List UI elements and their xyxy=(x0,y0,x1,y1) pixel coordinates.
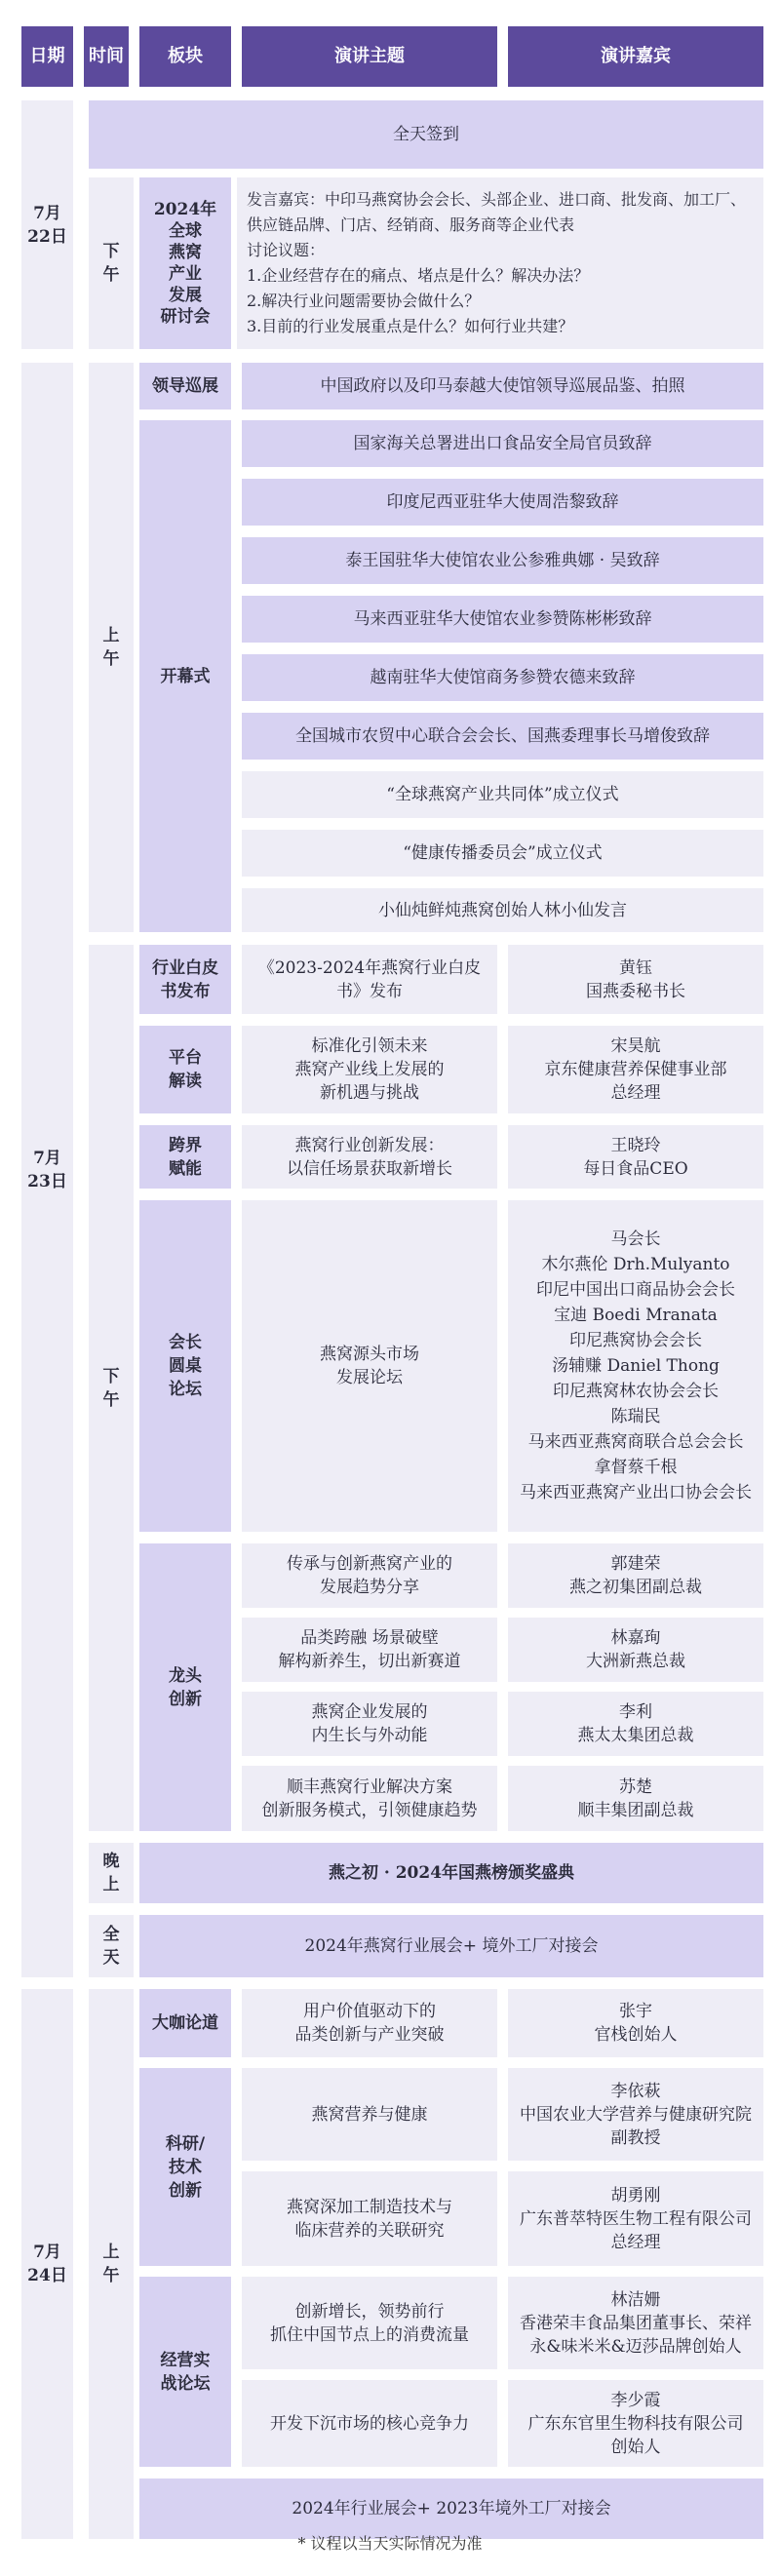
date-jul-24: 7月 24日 xyxy=(21,1989,73,2539)
opening-item: 印度尼西亚驻华大使周浩黎致辞 xyxy=(242,479,763,526)
time-22-pm: 下 午 xyxy=(89,177,134,349)
cross-label: 跨界 赋能 xyxy=(139,1125,231,1189)
leader-speaker: 林嘉珣 大洲新燕总裁 xyxy=(508,1618,763,1682)
roundtable-label: 会长 圆桌 论坛 xyxy=(139,1200,231,1532)
research-speaker: 李依萩 中国农业大学营养与健康研究院 副教授 xyxy=(508,2068,763,2161)
cross-topic: 燕窝行业创新发展： 以信任场景获取新增长 xyxy=(242,1125,497,1189)
header-time: 时间 xyxy=(84,26,129,87)
opening-item: “全球燕窝产业共同体”成立仪式 xyxy=(242,771,763,818)
tour-label: 领导巡展 xyxy=(139,363,231,410)
time-23-pm: 下 午 xyxy=(89,945,134,1831)
whitepaper-label: 行业白皮 书发布 xyxy=(139,945,231,1014)
opening-item: 泰王国驻华大使馆农业公参雅典娜 · 吴致辞 xyxy=(242,537,763,584)
time-24-am: 上 午 xyxy=(89,1989,134,2539)
forum-body: 发言嘉宾：中印马燕窝协会会长、头部企业、进口商、批发商、加工厂、供应链品牌、门店、经销商、服务商等企业代表 讨论议题： 1.企业经营存在的痛点、堵点是什么？解决办法？ 2.解决行业问题需要协会做什么？ 3.目前的行业发展重点是什么？如何行业共建？ xyxy=(237,177,763,349)
header-section: 板块 xyxy=(139,26,231,87)
date-jul-22: 7月 22日 xyxy=(21,100,73,349)
talk-speaker: 张宇 官栈创始人 xyxy=(508,1989,763,2057)
platform-label: 平台 解读 xyxy=(139,1026,231,1113)
leader-topic: 顺丰燕窝行业解决方案 创新服务模式，引领健康趋势 xyxy=(242,1766,497,1831)
talk-topic: 用户价值驱动下的 品类创新与产业突破 xyxy=(242,1989,497,2057)
leader-label: 龙头 创新 xyxy=(139,1543,231,1831)
research-topic: 燕窝营养与健康 xyxy=(242,2068,497,2161)
opening-item: 国家海关总署进出口食品安全局官员致辞 xyxy=(242,420,763,467)
leader-speaker: 郭建荣 燕之初集团副总裁 xyxy=(508,1543,763,1608)
expo-event: 2024年行业展会+ 2023年境外工厂对接会 xyxy=(139,2478,763,2539)
biz-speaker: 李少霞 广东东官里生物科技有限公司 创始人 xyxy=(508,2380,763,2467)
whitepaper-topic: 《2023-2024年燕窝行业白皮 书》发布 xyxy=(242,945,497,1014)
leader-speaker: 苏楚 顺丰集团副总裁 xyxy=(508,1766,763,1831)
opening-item: 全国城市农贸中心联合会会长、国燕委理事长马增俊致辞 xyxy=(242,713,763,760)
leader-topic: 燕窝企业发展的 内生长与外动能 xyxy=(242,1692,497,1756)
header-date: 日期 xyxy=(21,26,73,87)
leader-topic: 品类跨融 场景破壁 解构新养生，切出新赛道 xyxy=(242,1618,497,1682)
biz-label: 经营实 战论坛 xyxy=(139,2277,231,2467)
time-23-evening: 晚 上 xyxy=(89,1843,134,1903)
talk-label: 大咖论道 xyxy=(139,1989,231,2057)
leader-topic: 传承与创新燕窝产业的 发展趋势分享 xyxy=(242,1543,497,1608)
opening-item: 越南驻华大使馆商务参赞农德来致辞 xyxy=(242,654,763,701)
opening-item: 马来西亚驻华大使馆农业参赞陈彬彬致辞 xyxy=(242,596,763,643)
research-topic: 燕窝深加工制造技术与 临床营养的关联研究 xyxy=(242,2171,497,2266)
leader-speaker: 李利 燕太太集团总裁 xyxy=(508,1692,763,1756)
research-label: 科研/ 技术 创新 xyxy=(139,2068,231,2266)
opening-item: 小仙炖鲜炖燕窝创始人林小仙发言 xyxy=(242,888,763,932)
allday-event: 2024年燕窝行业展会+ 境外工厂对接会 xyxy=(139,1915,763,1977)
checkin-row: 全天签到 xyxy=(89,100,763,169)
opening-item: “健康传播委员会”成立仪式 xyxy=(242,830,763,877)
whitepaper-speaker: 黄钰 国燕委秘书长 xyxy=(508,945,763,1014)
cross-speaker: 王晓玲 每日食品CEO xyxy=(508,1125,763,1189)
footnote: * 议程以当天实际情况为准 xyxy=(297,2534,483,2553)
tour-text: 中国政府以及印马泰越大使馆领导巡展品鉴、拍照 xyxy=(242,363,763,410)
evening-event: 燕之初 · 2024年国燕榜颁奖盛典 xyxy=(139,1843,763,1903)
research-speaker: 胡勇刚 广东普萃特医生物工程有限公司 总经理 xyxy=(508,2171,763,2266)
biz-topic: 创新增长，领势前行 抓住中国节点上的消费流量 xyxy=(242,2277,497,2369)
forum-title: 2024年 全球 燕窝 产业 发展 研讨会 xyxy=(139,177,231,349)
platform-speaker: 宋昊航 京东健康营养保健事业部 总经理 xyxy=(508,1026,763,1113)
biz-speaker: 林洁姗 香港荣丰食品集团董事长、荣祥 永&味米米&迈莎品牌创始人 xyxy=(508,2277,763,2369)
opening-label: 开幕式 xyxy=(139,420,231,932)
date-jul-23: 7月 23日 xyxy=(21,363,73,1977)
platform-topic: 标准化引领未来 燕窝产业线上发展的 新机遇与挑战 xyxy=(242,1026,497,1113)
biz-topic: 开发下沉市场的核心竞争力 xyxy=(242,2380,497,2467)
time-23-allday: 全 天 xyxy=(89,1915,134,1977)
roundtable-speakers: 马会长 木尔燕伦 Drh.Mulyanto 印尼中国出口商品协会会长 宝迪 Boedi Mranata 印尼燕窝协会会长 汤辅赚 Daniel Thong 印尼燕窝林农协会会长 陈瑞民 马来西亚燕窝商联合总会会长 拿督蔡千根 马来西亚燕窝产业出口协会会长 xyxy=(508,1200,763,1532)
time-23-am: 上 午 xyxy=(89,363,134,932)
header-speaker: 演讲嘉宾 xyxy=(508,26,763,87)
roundtable-topic: 燕窝源头市场 发展论坛 xyxy=(242,1200,497,1532)
header-topic: 演讲主题 xyxy=(242,26,497,87)
